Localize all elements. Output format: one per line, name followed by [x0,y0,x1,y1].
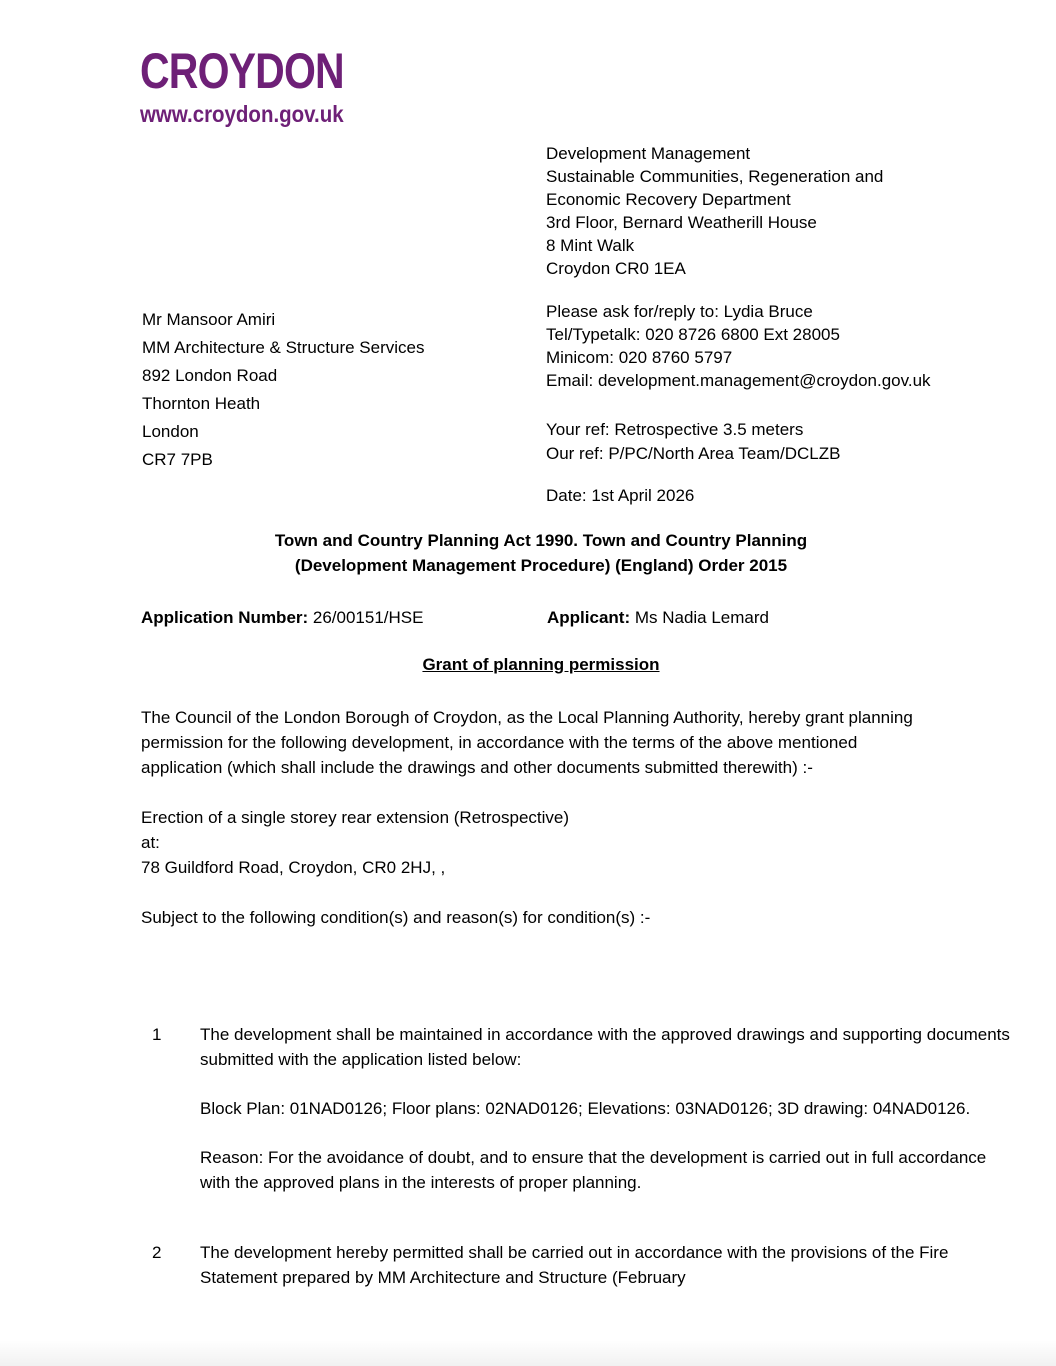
your-ref: Your ref: Retrospective 3.5 meters [546,420,804,439]
condition-number: 1 [152,1025,162,1044]
our-ref: Our ref: P/PC/North Area Team/DCLZB [546,444,841,463]
act-title [141,528,941,578]
intro-paragraph: The Council of the London Borough of Croydon, as the Local Planning Authority, hereby grant planning permission for the following development, in accordance with the terms of the above mentioned application (which shall include the drawings and other documents submitted therewith) :- [141,708,913,777]
development-at-line: at: [141,833,160,852]
subject-to-conditions-line: Subject to the following condition(s) and reason(s) for condition(s) :- [141,908,651,927]
act-title-line2: (Development Management Procedure) (England) Order 2015 [294,556,788,575]
development-description-line: Erection of a single storey rear extension (Retrospective) [141,808,570,827]
conditions-list [141,1022,1011,1290]
application-number [141,605,547,630]
letter-date: Date: 1st April 2026 [546,486,695,505]
recipient-address-block [142,306,542,474]
recipient-postcode: CR7 7PB [142,450,213,469]
application-number-label: Application Number: [141,608,309,627]
condition-reason-paragraph: Reason: For the avoidance of doubt, and to ensure that the development is carried out in full accordance with the approved plans in the interests of proper planning. [200,1148,987,1192]
application-details-row [141,605,941,630]
condition-paragraph: The development hereby permitted shall be carried out in accordance with the provisions of the Fire Statement prepared by MM Architecture and Structure (February [200,1243,949,1287]
sender-department-line: Sustainable Communities, Regeneration and [546,167,884,186]
sender-department-line: 8 Mint Walk [546,236,635,255]
recipient-company: MM Architecture & Structure Services [142,338,425,357]
act-title-line1: Town and Country Planning Act 1990. Town and Country Planning [274,531,808,550]
condition-item [141,1240,1011,1290]
recipient-street: 892 London Road [142,366,278,385]
letter-body [141,528,1011,1290]
logo-wordmark: CROYDON [140,43,344,99]
contact-minicom: Minicom: 020 8760 5797 [546,348,733,367]
applicant-label: Applicant: [547,608,631,627]
application-number-value: 26/00151/HSE [308,608,424,627]
sender-contact-details [546,300,1006,392]
condition-text [200,1022,1010,1195]
sender-department [546,142,1006,280]
page-bottom-edge [0,1340,1056,1366]
applicant [547,605,769,630]
sender-address-block [546,142,1006,507]
grant-heading: Grant of planning permission [422,655,660,674]
contact-reply-to: Please ask for/reply to: Lydia Bruce [546,302,813,321]
applicant-value: Ms Nadia Lemard [630,608,769,627]
logo-website-url: www.croydon.gov.uk [140,101,344,127]
condition-drawings-paragraph: Block Plan: 01NAD0126; Floor plans: 02NAD0126; Elevations: 03NAD0126; 3D drawing: 04NAD0126. [200,1099,971,1118]
condition-paragraph: The development shall be maintained in accordance with the approved drawings and supporting documents submitted with the application listed below: [200,1025,1010,1069]
contact-email: Email: development.management@croydon.gov.uk [546,371,931,390]
sender-department-line: Croydon CR0 1EA [546,259,686,278]
recipient-name: Mr Mansoor Amiri [142,310,276,329]
contact-telephone: Tel/Typetalk: 020 8726 6800 Ext 28005 [546,325,840,344]
recipient-locality: Thornton Heath [142,394,261,413]
reference-lines [546,418,1006,466]
condition-text [200,1240,1010,1290]
development-description [141,805,941,880]
sender-department-line: 3rd Floor, Bernard Weatherill House [546,213,817,232]
croydon-logo [140,43,389,127]
condition-number: 2 [152,1243,162,1262]
sender-department-line: Development Management [546,144,751,163]
condition-item [141,1022,1011,1195]
development-address-line: 78 Guildford Road, Croydon, CR0 2HJ, , [141,858,446,877]
sender-department-line: Economic Recovery Department [546,190,791,209]
recipient-city: London [142,422,199,441]
